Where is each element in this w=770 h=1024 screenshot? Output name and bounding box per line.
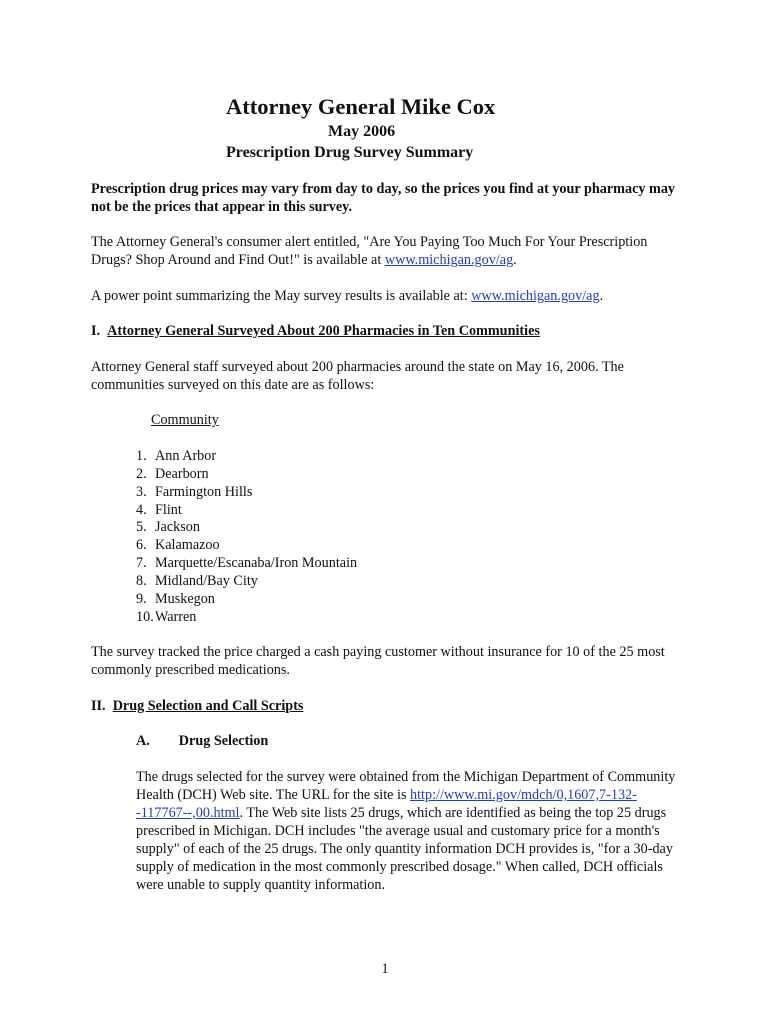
consumer-alert-paragraph	[91, 233, 681, 269]
powerpoint-period: .	[599, 288, 604, 304]
document-subtitle: Prescription Drug Survey Summary	[226, 144, 474, 161]
section-2-title: Drug Selection and Call Scripts	[112, 698, 304, 714]
subsection-a-heading	[136, 732, 268, 750]
consumer-alert-link[interactable]: www.michigan.gov/ag	[384, 252, 514, 268]
community-number: 3.	[136, 483, 147, 500]
community-list	[136, 447, 357, 625]
community-list-item	[136, 590, 357, 608]
community-list-item	[136, 465, 357, 483]
consumer-alert-period: .	[513, 252, 517, 268]
community-name: Farmington Hills	[155, 483, 253, 500]
community-name: Flint	[155, 501, 182, 518]
section-1-heading	[91, 322, 681, 340]
community-number: 6.	[136, 537, 147, 554]
powerpoint-link[interactable]: www.michigan.gov/ag	[471, 288, 600, 304]
community-name: Marquette/Escanaba/Iron Mountain	[155, 555, 358, 572]
drug-selection-text-2: . The Web site lists 25 drugs, which are identified as being the top 25 drugs prescribed in Michigan. DCH includes "the average usual and customary price for a month's supply" of each of the 25 drugs. The only quantity information DCH provides is, "for a 30-day supply of medication in the most commonly prescribed dosage." When called, DCH officials were unable to supply quantity information.	[136, 805, 673, 893]
drug-selection-paragraph	[136, 768, 681, 894]
page-number: 1	[381, 961, 389, 977]
section-1-number: I.	[91, 323, 101, 339]
community-number: 9.	[136, 590, 147, 607]
community-list-item	[136, 447, 357, 465]
community-list-item	[136, 483, 357, 501]
dch-url-link[interactable]: http://www.mi.gov/mdch/0,1607,7-132--117767--,00.html	[136, 787, 637, 821]
document-title: Attorney General Mike Cox	[226, 94, 496, 119]
community-number: 1.	[136, 448, 147, 464]
section-1-body: Attorney General staff surveyed about 200 pharmacies around the state on May 16, 2006. The communities surveyed on this date are as follows:	[91, 359, 624, 393]
powerpoint-text: A power point summarizing the May survey results is available at:	[91, 288, 472, 304]
subsection-a-title: Drug Selection	[178, 733, 269, 749]
section-1-title: Attorney General Surveyed About 200 Pharmacies in Ten Communities	[107, 323, 540, 339]
section-1-closing: The survey tracked the price charged a cash paying customer without insurance for 10 of the 25 most commonly prescribed medications.	[91, 644, 665, 678]
community-number: 2.	[136, 465, 147, 482]
community-name: Dearborn	[155, 465, 209, 482]
community-name: Jackson	[155, 519, 200, 536]
consumer-alert-text: The Attorney General's consumer alert entitled, "Are You Paying Too Much For Your Prescription Drugs? Shop Around and Find Out!" is available at	[91, 234, 648, 268]
community-name: Muskegon	[155, 590, 215, 607]
community-number: 10.	[136, 608, 154, 625]
community-name: Kalamazoo	[155, 537, 220, 554]
community-number: 4.	[136, 501, 147, 518]
community-list-item	[136, 536, 357, 554]
document-date: May 2006	[328, 123, 396, 140]
disclaimer-paragraph: Prescription drug prices may vary from day to day, so the prices you find at your pharmacy may not be the prices that appear in this survey.	[91, 181, 676, 215]
community-number: 5.	[136, 519, 147, 536]
section-2-number: II.	[91, 698, 106, 714]
drug-selection-text-1: The drugs selected for the survey were obtained from the Michigan Department of Community Health (DCH) Web site. The URL for the site is	[136, 769, 676, 803]
community-list-item	[136, 554, 357, 572]
community-list-item	[136, 572, 357, 590]
community-name: Ann Arbor	[155, 448, 217, 464]
community-list-item	[136, 501, 357, 519]
community-list-item	[136, 608, 357, 626]
powerpoint-paragraph	[91, 287, 681, 305]
community-column-header: Community	[151, 412, 219, 428]
subsection-a-letter: A.	[136, 733, 150, 749]
community-list-item	[136, 518, 357, 536]
community-name: Warren	[155, 608, 197, 625]
community-name: Midland/Bay City	[155, 572, 258, 589]
section-2-heading	[91, 697, 681, 715]
community-number: 7.	[136, 555, 147, 572]
community-number: 8.	[136, 572, 147, 589]
